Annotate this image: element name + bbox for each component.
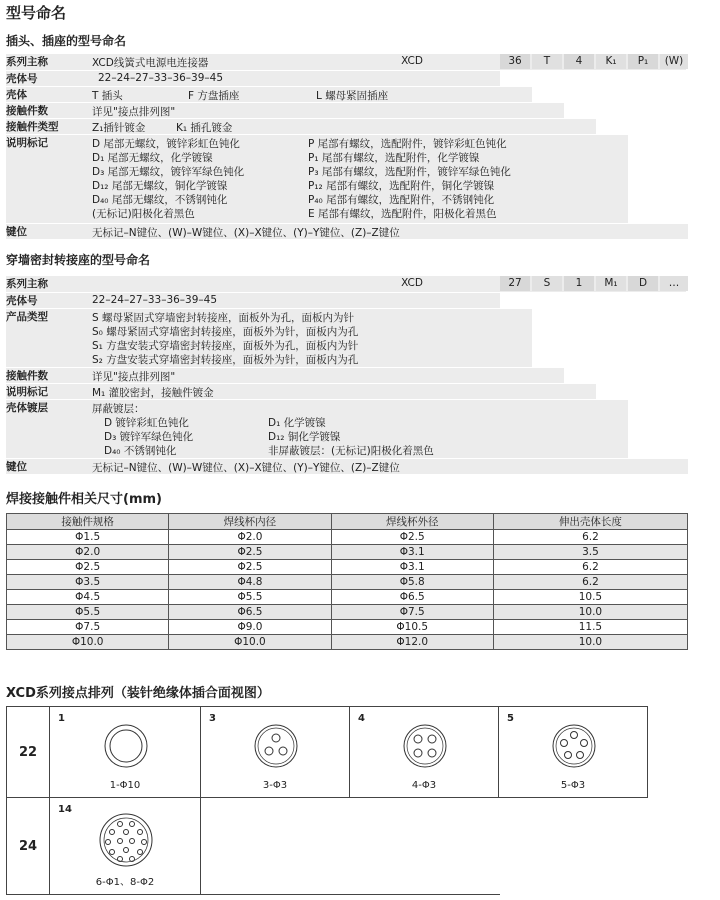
table-cell: 6.2 — [493, 575, 687, 590]
layout-cell — [49, 797, 201, 895]
wall-plating-label: 壳体镀层 — [6, 402, 48, 414]
table-cell: Φ10.5 — [331, 620, 493, 635]
table-row — [7, 545, 688, 560]
wall-plating-row — [6, 400, 628, 458]
layout-caption: 1-Φ10 — [109, 780, 141, 791]
table-cell: Φ2.5 — [169, 560, 331, 575]
wall-code-contacts: 1 — [564, 276, 594, 291]
plug-note-left: D₁₂ 尾部无螺纹，铜化学镀镍 — [92, 180, 228, 192]
wall-notes-row — [6, 384, 596, 399]
table-cell: Φ2.0 — [169, 530, 331, 545]
plug-code-body: T — [532, 54, 562, 69]
plug-note-right: P₃ 尾部有螺纹，选配附件，镀锌军绿色钝化 — [308, 166, 511, 178]
wall-code-xcd: XCD — [401, 277, 423, 289]
wall-series-row — [6, 276, 686, 292]
layout-heading: XCD系列接点排列（装针绝缘体插合面视图） — [6, 686, 270, 701]
layout-3-diagram — [253, 723, 299, 769]
size-table-header-row — [7, 514, 688, 530]
table-cell: Φ3.1 — [331, 545, 493, 560]
layout-cell — [49, 706, 201, 798]
table-cell: 10.0 — [493, 635, 687, 650]
size-col-header: 焊线杯外径 — [331, 514, 493, 530]
size-col-header: 接触件规格 — [7, 514, 169, 530]
wall-ptype-item: S₁ 方盘安装式穿墙密封转接座，面板外为孔，面板内为针 — [92, 340, 359, 352]
plug-shell-value: 22–24–27–33–36–39–45 — [98, 72, 224, 84]
wall-series-label: 系列主称 — [6, 278, 48, 290]
wall-contacts-value: 详见"接点排列图" — [92, 371, 176, 383]
plug-body-item: F 方盘插座 — [188, 90, 240, 102]
plug-note-right: E 尾部有螺纹，选配附件，阳极化着黑色 — [308, 208, 497, 220]
layout-num: 3 — [209, 713, 216, 724]
table-cell: Φ5.8 — [331, 575, 493, 590]
table-cell: Φ5.5 — [7, 605, 169, 620]
plug-note-left: D₃ 尾部无螺纹，镀锌军绿色钝化 — [92, 166, 245, 178]
layout-caption: 4-Φ3 — [411, 780, 437, 791]
plug-note-left: D₁ 尾部无螺纹，化学镀镍 — [92, 152, 213, 164]
size-table — [6, 513, 688, 650]
layout-caption: 3-Φ3 — [262, 780, 288, 791]
plug-key-row — [6, 224, 688, 239]
layout-num: 1 — [58, 713, 65, 724]
wall-plating-right: D₁ 化学镀镍 — [268, 417, 326, 429]
plug-spec-block — [6, 54, 686, 240]
table-cell: 10.0 — [493, 605, 687, 620]
plug-contacts-label: 接触件数 — [6, 105, 48, 117]
plug-ctype-item: Z₁插针镀金 — [92, 122, 146, 134]
wall-plating-title: 屏蔽镀层： — [92, 403, 145, 415]
table-cell: Φ9.0 — [169, 620, 331, 635]
wall-plating-left: D₄₀ 不锈钢钝化 — [104, 445, 177, 457]
table-cell: Φ12.0 — [331, 635, 493, 650]
wall-code-shell: 27 — [500, 276, 530, 291]
wall-code-more: … — [660, 276, 688, 291]
plug-key-value: 无标记–N键位、(W)–W键位、(X)–X键位、(Y)–Y键位、(Z)–Z键位 — [92, 227, 400, 239]
table-cell: Φ5.5 — [169, 590, 331, 605]
layout-num: 4 — [358, 713, 365, 724]
plug-ctype-row — [6, 119, 596, 134]
table-cell: Φ2.5 — [169, 545, 331, 560]
layout-4-diagram — [402, 723, 448, 769]
plug-series-row — [6, 54, 686, 70]
table-cell: Φ10.0 — [7, 635, 169, 650]
table-cell: Φ6.5 — [331, 590, 493, 605]
plug-series-value: XCD线簧式电源电连接器 — [92, 57, 209, 69]
shell-size-label: 22 — [19, 745, 38, 760]
grid-divider — [200, 894, 500, 895]
size-col-header: 伸出壳体长度 — [493, 514, 687, 530]
layout-caption: 6-Φ1、8-Φ2 — [95, 877, 155, 888]
wall-shell-row — [6, 293, 500, 308]
plug-note-right: P₄₀ 尾部有螺纹，选配附件，不锈钢钝化 — [308, 194, 495, 206]
wall-code-type: S — [532, 276, 562, 291]
wall-plating-left: D 镀锌彩虹色钝化 — [104, 417, 189, 429]
plug-body-item: L 螺母紧固插座 — [316, 90, 389, 102]
plug-code-ctype: K₁ — [596, 54, 626, 69]
plug-shell-row — [6, 71, 500, 86]
wall-plating-right: D₁₂ 铜化学镀镍 — [268, 431, 341, 443]
plug-code-key: (W) — [660, 54, 688, 69]
table-cell: 11.5 — [493, 620, 687, 635]
wall-notes-value: M₁ 灌胶密封，接触件镀金 — [92, 387, 214, 399]
plug-code-notes: P₁ — [628, 54, 658, 69]
wall-key-label: 键位 — [6, 461, 27, 473]
table-cell: Φ10.0 — [169, 635, 331, 650]
layout-14-diagram — [98, 812, 154, 868]
table-row — [7, 560, 688, 575]
table-row — [7, 605, 688, 620]
shell-size-cell — [6, 706, 50, 798]
wall-contacts-row — [6, 368, 564, 383]
shell-size-label: 24 — [19, 839, 38, 854]
wall-key-value: 无标记–N键位、(W)–W键位、(X)–X键位、(Y)–Y键位、(Z)–Z键位 — [92, 462, 400, 474]
table-cell: Φ2.5 — [7, 560, 169, 575]
plug-body-row — [6, 87, 532, 102]
plug-shell-label: 壳体号 — [6, 73, 38, 85]
wall-ptype-item: S₀ 螺母紧固式穿墙密封转接座，面板外为针，面板内为孔 — [92, 326, 359, 338]
table-cell: Φ7.5 — [7, 620, 169, 635]
wall-ptype-label: 产品类型 — [6, 311, 48, 323]
table-cell: Φ2.0 — [7, 545, 169, 560]
plug-notes-label: 说明标记 — [6, 137, 48, 149]
table-cell: 6.2 — [493, 560, 687, 575]
wall-plating-right: 非屏蔽镀层：(无标记)阳极化着黑色 — [268, 445, 434, 457]
wall-shell-label: 壳体号 — [6, 295, 38, 307]
layout-cell — [498, 706, 648, 798]
table-row — [7, 590, 688, 605]
size-table-heading: 焊接接触件相关尺寸(mm) — [6, 492, 162, 507]
table-cell: 10.5 — [493, 590, 687, 605]
wall-ptype-item: S₂ 方盘安装式穿墙密封转接座，面板外为针，面板内为孔 — [92, 354, 359, 366]
layout-5-diagram — [551, 723, 597, 769]
table-cell: Φ4.5 — [7, 590, 169, 605]
plug-notes-row — [6, 135, 628, 223]
plug-note-left: D₄₀ 尾部无螺纹，不锈钢钝化 — [92, 194, 228, 206]
table-row — [7, 530, 688, 545]
shell-size-cell — [6, 797, 50, 895]
plug-note-right: P₁₂ 尾部有螺纹，选配附件，铜化学镀镍 — [308, 180, 495, 192]
wall-code-notes: M₁ — [596, 276, 626, 291]
plug-code-contacts: 4 — [564, 54, 594, 69]
plug-note-left: D 尾部无螺纹，镀锌彩虹色钝化 — [92, 138, 240, 150]
plug-code-xcd: XCD — [401, 55, 423, 67]
layout-num: 5 — [507, 713, 514, 724]
plug-series-label: 系列主称 — [6, 56, 48, 68]
table-row — [7, 575, 688, 590]
wall-ptype-row — [6, 309, 532, 367]
plug-body-item: T 插头 — [92, 90, 123, 102]
layout-cell — [349, 706, 499, 798]
plug-key-label: 键位 — [6, 226, 27, 238]
wall-ptype-item: S 螺母紧固式穿墙密封转接座，面板外为孔，面板内为针 — [92, 312, 355, 324]
table-cell: Φ3.1 — [331, 560, 493, 575]
wall-contacts-label: 接触件数 — [6, 370, 48, 382]
wall-notes-label: 说明标记 — [6, 386, 48, 398]
wall-shell-value: 22–24–27–33–36–39–45 — [92, 294, 218, 306]
plug-body-label: 壳体 — [6, 89, 27, 101]
table-row — [7, 620, 688, 635]
plug-note-right: P₁ 尾部有螺纹，选配附件，化学镀镍 — [308, 152, 480, 164]
layout-1-diagram — [103, 723, 149, 769]
plug-heading: 插头、插座的型号命名 — [6, 34, 127, 48]
plug-note-left: (无标记)阳极化着黑色 — [92, 208, 195, 220]
plug-code-shell: 36 — [500, 54, 530, 69]
plug-note-right: P 尾部有螺纹，选配附件，镀锌彩虹色钝化 — [308, 138, 507, 150]
table-cell: Φ3.5 — [7, 575, 169, 590]
plug-ctype-label: 接触件类型 — [6, 121, 59, 133]
layout-num: 14 — [58, 804, 72, 815]
wall-heading: 穿墙密封转接座的型号命名 — [6, 253, 151, 267]
wall-plating-left: D₃ 镀锌军绿色钝化 — [104, 431, 194, 443]
table-cell: 6.2 — [493, 530, 687, 545]
table-cell: Φ7.5 — [331, 605, 493, 620]
size-col-header: 焊线杯内径 — [169, 514, 331, 530]
wall-code-plating: D — [628, 276, 658, 291]
layout-cell — [200, 706, 350, 798]
wall-key-row — [6, 459, 688, 474]
page-title: 型号命名 — [6, 4, 67, 22]
table-cell: Φ6.5 — [169, 605, 331, 620]
plug-contacts-value: 详见"接点排列图" — [92, 106, 176, 118]
layout-caption: 5-Φ3 — [560, 780, 586, 791]
table-cell: Φ2.5 — [331, 530, 493, 545]
plug-contacts-row — [6, 103, 564, 118]
table-cell: Φ1.5 — [7, 530, 169, 545]
table-cell: 3.5 — [493, 545, 687, 560]
table-row — [7, 635, 688, 650]
plug-ctype-item: K₁ 插孔镀金 — [176, 122, 233, 134]
wall-spec-block — [6, 276, 686, 475]
table-cell: Φ4.8 — [169, 575, 331, 590]
